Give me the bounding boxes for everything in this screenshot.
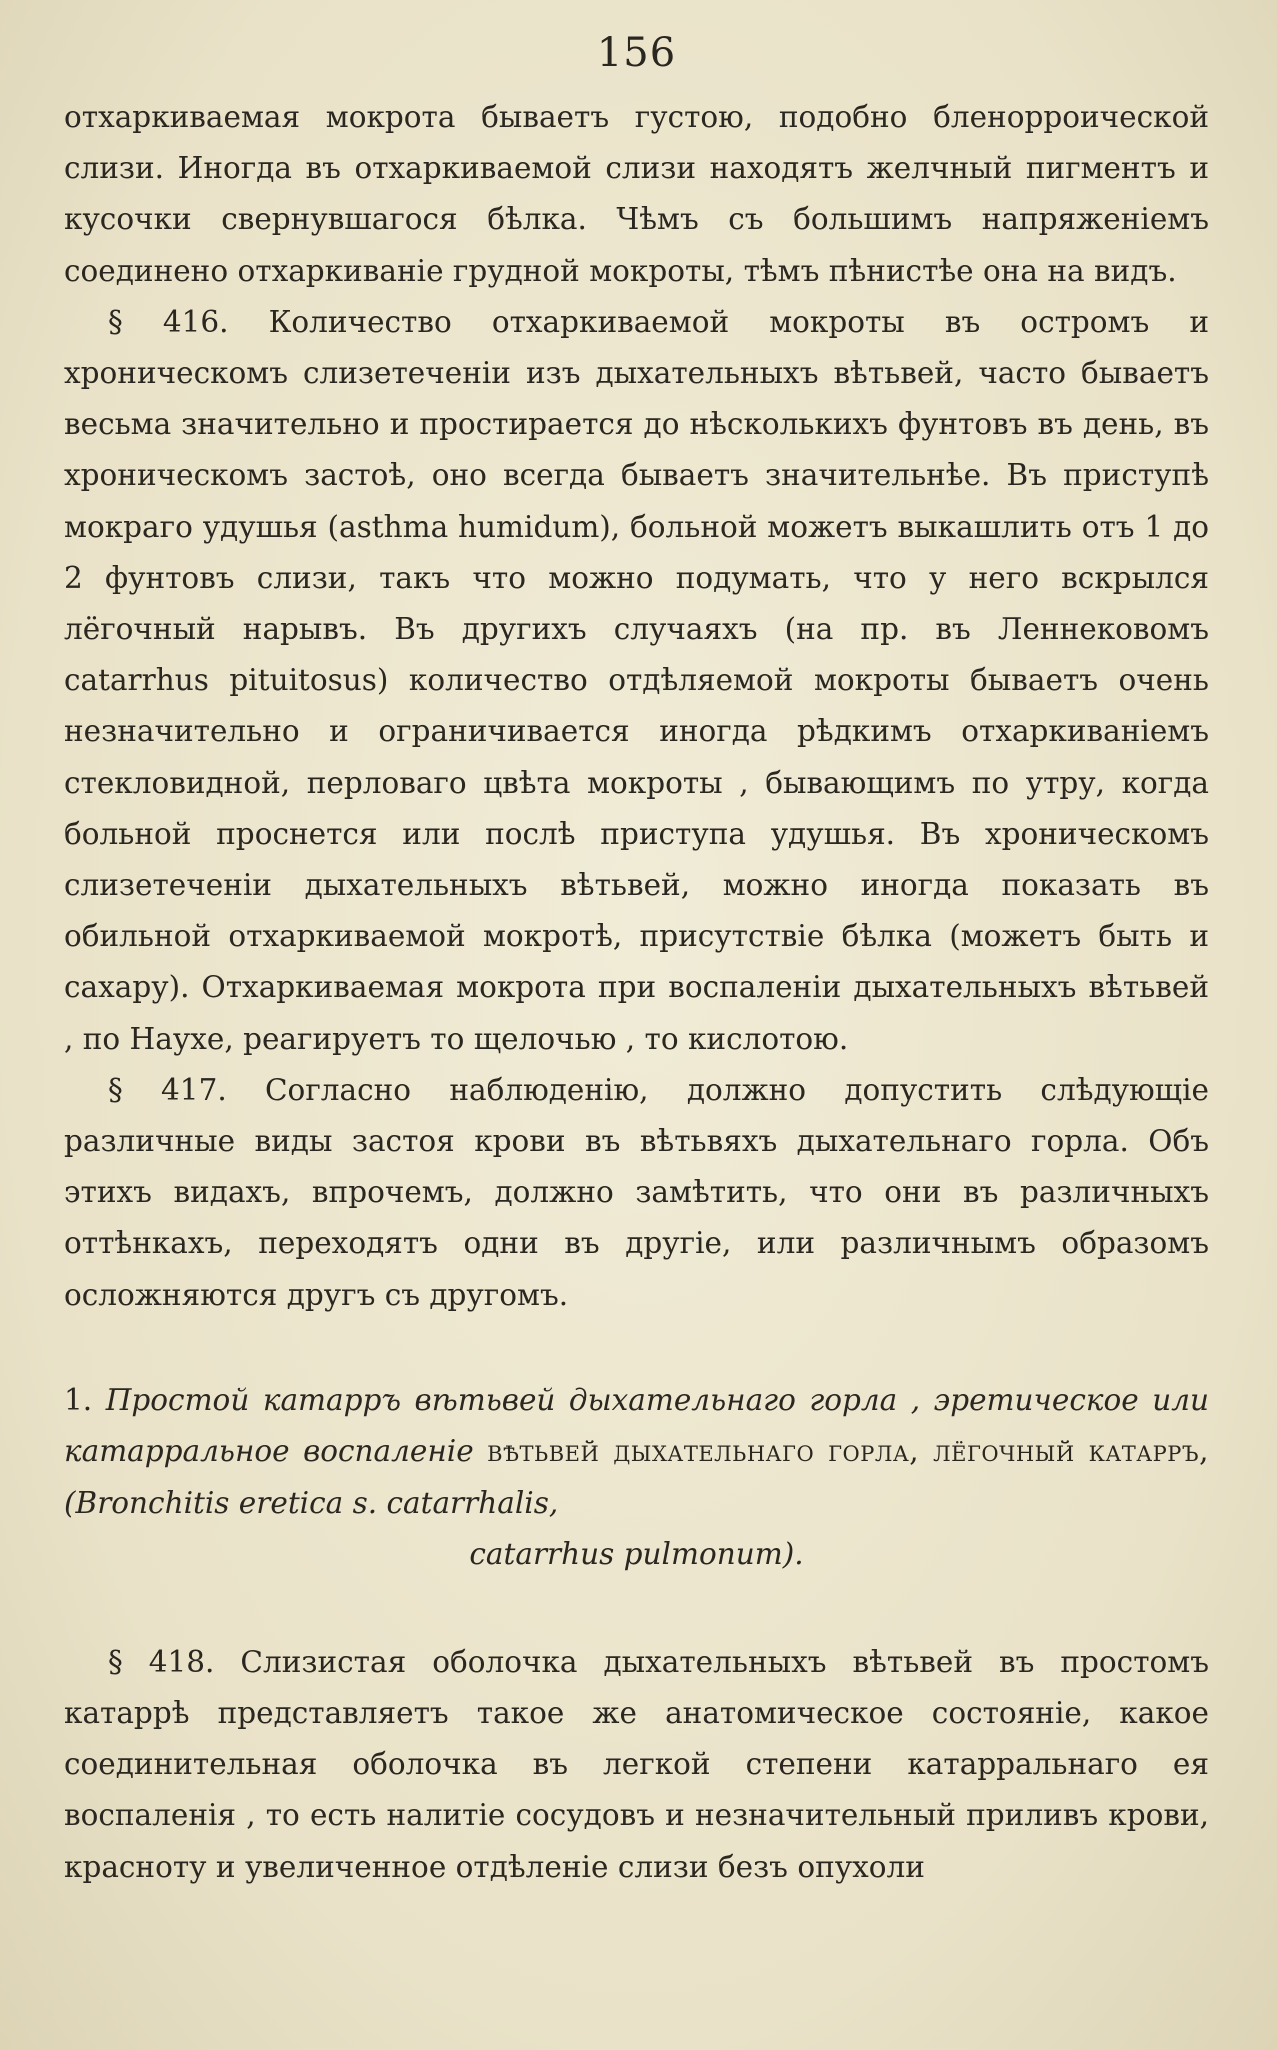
paragraph-418: § 418. Слизистая оболочка дыхательныхъ вѣтьвей въ простомъ катаррѣ представляетъ такое же анатомическое состояніе, какое соединительная оболочка въ легкой степени катарральнаго ея воспаленія , то есть налитіе сосудовъ и незначительный приливъ крови, красноту и увеличенное отдѣленіе слизи безъ опухоли — [64, 1644, 1209, 1884]
paragraph-416: § 416. Количество отхаркиваемой мокроты въ остромъ и хроническомъ слизетеченіи изъ дыхательныхъ вѣтьвей, часто бываетъ весьма значительно и простирается до нѣсколькихъ фунтовъ въ день, въ хроническомъ застоѣ, оно всегда бываетъ значительнѣе. Въ приступѣ мокраго удушья (asthma humidum), больной можетъ выкашлить отъ 1 до 2 фунтовъ слизи, такъ что можно подумать, что у него вскрылся лёгочный нарывъ. Въ другихъ случаяхъ (на пр. въ Леннековомъ catarrhus pituitosus) количество отдѣляемой мокроты бываетъ очень незначительно и ограничивается иногда рѣдкимъ отхаркиваніемъ стекловидной, перловаго цвѣта мокроты , бывающимъ по утру, когда больной проснется или послѣ приступа удушья. Въ хроническомъ слизетеченіи дыхательныхъ вѣтьвей, можно иногда показать въ обильной отхаркиваемой мокротѣ, присутствіе бѣлка (можетъ быть и сахару). Отхаркиваемая мокрота при воспаленіи дыхательныхъ вѣтьвей , по Наухе, реагируетъ то щелочью , то кислотою. — [64, 304, 1209, 1056]
section-heading — [64, 1375, 1209, 1581]
page-number: 156 — [596, 30, 677, 76]
heading-latin-line1: (Bronchitis eretica s. catarrhalis, — [64, 1485, 559, 1520]
heading-latin-line2: catarrhus pulmonum). — [469, 1537, 804, 1572]
heading-italic-title: Простой катарръ вѣтьвей дыхательнаго горла , эретическое или катарральное воспаленіе — [64, 1382, 1209, 1469]
paragraph-continuation: отхаркиваемая мокрота бываетъ густою, подобно бленорроической слизи. Иногда въ отхаркиваемой слизи находятъ желчный пигментъ и кусочки свернувшагося бѣлка. Чѣмъ съ большимъ напряженіемъ соединено отхаркиваніе грудной мокроты, тѣмъ пѣнистѣе она на видъ. — [64, 100, 1209, 288]
heading-smallcaps: вѣтьвей дыхательнаго горла, лёгочный катарръ, — [487, 1434, 1209, 1469]
heading-number: 1. — [64, 1382, 93, 1417]
paragraph-417: § 417. Согласно наблюденію, должно допустить слѣдующіе различные виды застоя крови въ вѣтьвяхъ дыхательнаго горла. Объ этихъ видахъ, впрочемъ, должно замѣтить, что они въ различныхъ оттѣнкахъ, переходятъ одни въ другіе, или различнымъ образомъ осложняются другъ съ другомъ. — [64, 1072, 1209, 1312]
